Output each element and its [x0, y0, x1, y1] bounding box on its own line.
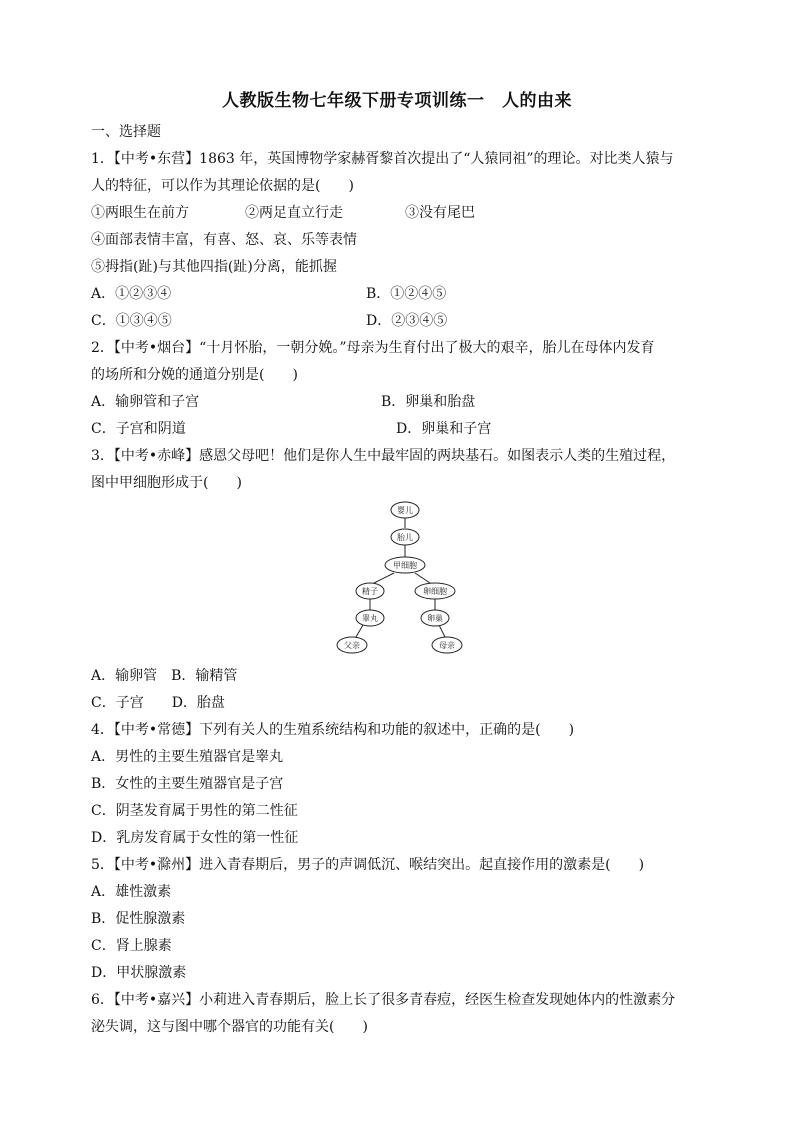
q2-option-b: B．卵巢和胎盘	[381, 394, 476, 410]
q4-option-a: A．男性的主要生殖器官是睾丸	[91, 749, 284, 765]
q5-option-a: A．雄性激素	[91, 884, 172, 900]
connector-egg-cell	[415, 573, 430, 583]
label-cell-jia: 甲细胞	[393, 561, 417, 570]
q2-stem-line1: 2．【中考•烟台】“十月怀胎，一朝分娩。”母亲为生育付出了极大的艰辛，胎儿在母体内发育	[91, 340, 655, 356]
q3-stem-line1: 3．【中考•赤峰】感恩父母吧！他们是你人生中最牢固的两块基石。如图表示人类的生殖过程，	[91, 448, 676, 464]
q3-options-cd: C．子宫 D．胎盘	[91, 695, 225, 711]
q1-statement-2: ②两足直立行走	[245, 205, 343, 221]
q1-statement-4: ④面部表情丰富，有喜、怒、哀、乐等表情	[91, 232, 357, 248]
q2-option-c: C．子宫和阴道	[91, 421, 186, 437]
label-ovary: 卵巢	[427, 614, 443, 623]
q4-option-b: B．女性的主要生殖器官是子宫	[91, 776, 284, 792]
q1-option-c: C．①③④⑤	[91, 313, 172, 329]
connector-sperm-cell	[374, 573, 394, 583]
connector-father-testis	[356, 625, 363, 637]
q1-stem-line1: 1．【中考•东营】1863 年，英国博物学家赫胥黎首次提出了“人猿同祖”的理论。对比类人猿与	[91, 151, 674, 167]
q5-option-b: B．促性腺激素	[91, 911, 186, 927]
q4-option-c: C．阴茎发育属于男性的第二性征	[91, 803, 298, 819]
label-fetus: 胎儿	[397, 533, 413, 542]
q1-stem-line2: 人的特征，可以作为其理论依据的是( )	[91, 178, 354, 194]
connector-mother-ovary	[439, 625, 445, 637]
page-title: 人教版生物七年级下册专项训练一 人的由来	[222, 91, 572, 111]
label-testis: 睾丸	[362, 614, 378, 623]
q5-option-d: D．甲状腺激素	[91, 965, 187, 981]
q1-option-d: D．②③④⑤	[366, 313, 448, 329]
q1-statement-5: ⑤拇指(趾)与其他四指(趾)分离，能抓握	[91, 259, 337, 275]
q3-stem-line2: 图中甲细胞形成于( )	[91, 475, 242, 491]
label-egg: 卵细胞	[423, 587, 447, 596]
q5-stem: 5．【中考•滁州】进入青春期后，男子的声调低沉、喉结突出。起直接作用的激素是( )	[91, 857, 645, 873]
q3-options-ab: A．输卵管 B．输精管	[91, 668, 238, 684]
q2-option-a: A．输卵管和子宫	[91, 394, 200, 410]
label-baby: 婴儿	[397, 506, 413, 515]
q1-option-a: A．①②③④	[91, 286, 172, 302]
q6-stem-line1: 6．【中考•嘉兴】小莉进入青春期后，脸上长了很多青春痘，经医生检查发现她体内的性激素分	[91, 992, 676, 1008]
section-heading: 一、选择题	[91, 124, 161, 140]
label-sperm: 精子	[362, 587, 378, 596]
label-mother: 母亲	[439, 641, 455, 650]
label-father: 父亲	[344, 641, 360, 650]
q1-option-b: B．①②④⑤	[366, 286, 447, 302]
q1-statement-3: ③没有尾巴	[405, 205, 475, 221]
q1-statement-1: ①两眼生在前方	[91, 205, 189, 221]
q2-stem-line2: 的场所和分娩的通道分别是( )	[91, 367, 298, 383]
q6-stem-line2: 泌失调，这与图中哪个器官的功能有关( )	[91, 1019, 368, 1035]
reproduction-diagram	[330, 495, 470, 660]
q2-option-d: D．卵巢和子宫	[396, 421, 492, 437]
q4-option-d: D．乳房发育属于女性的第一性征	[91, 830, 299, 846]
q5-option-c: C．肾上腺素	[91, 938, 172, 954]
q4-stem: 4．【中考•常德】下列有关人的生殖系统结构和功能的叙述中，正确的是( )	[91, 722, 575, 738]
